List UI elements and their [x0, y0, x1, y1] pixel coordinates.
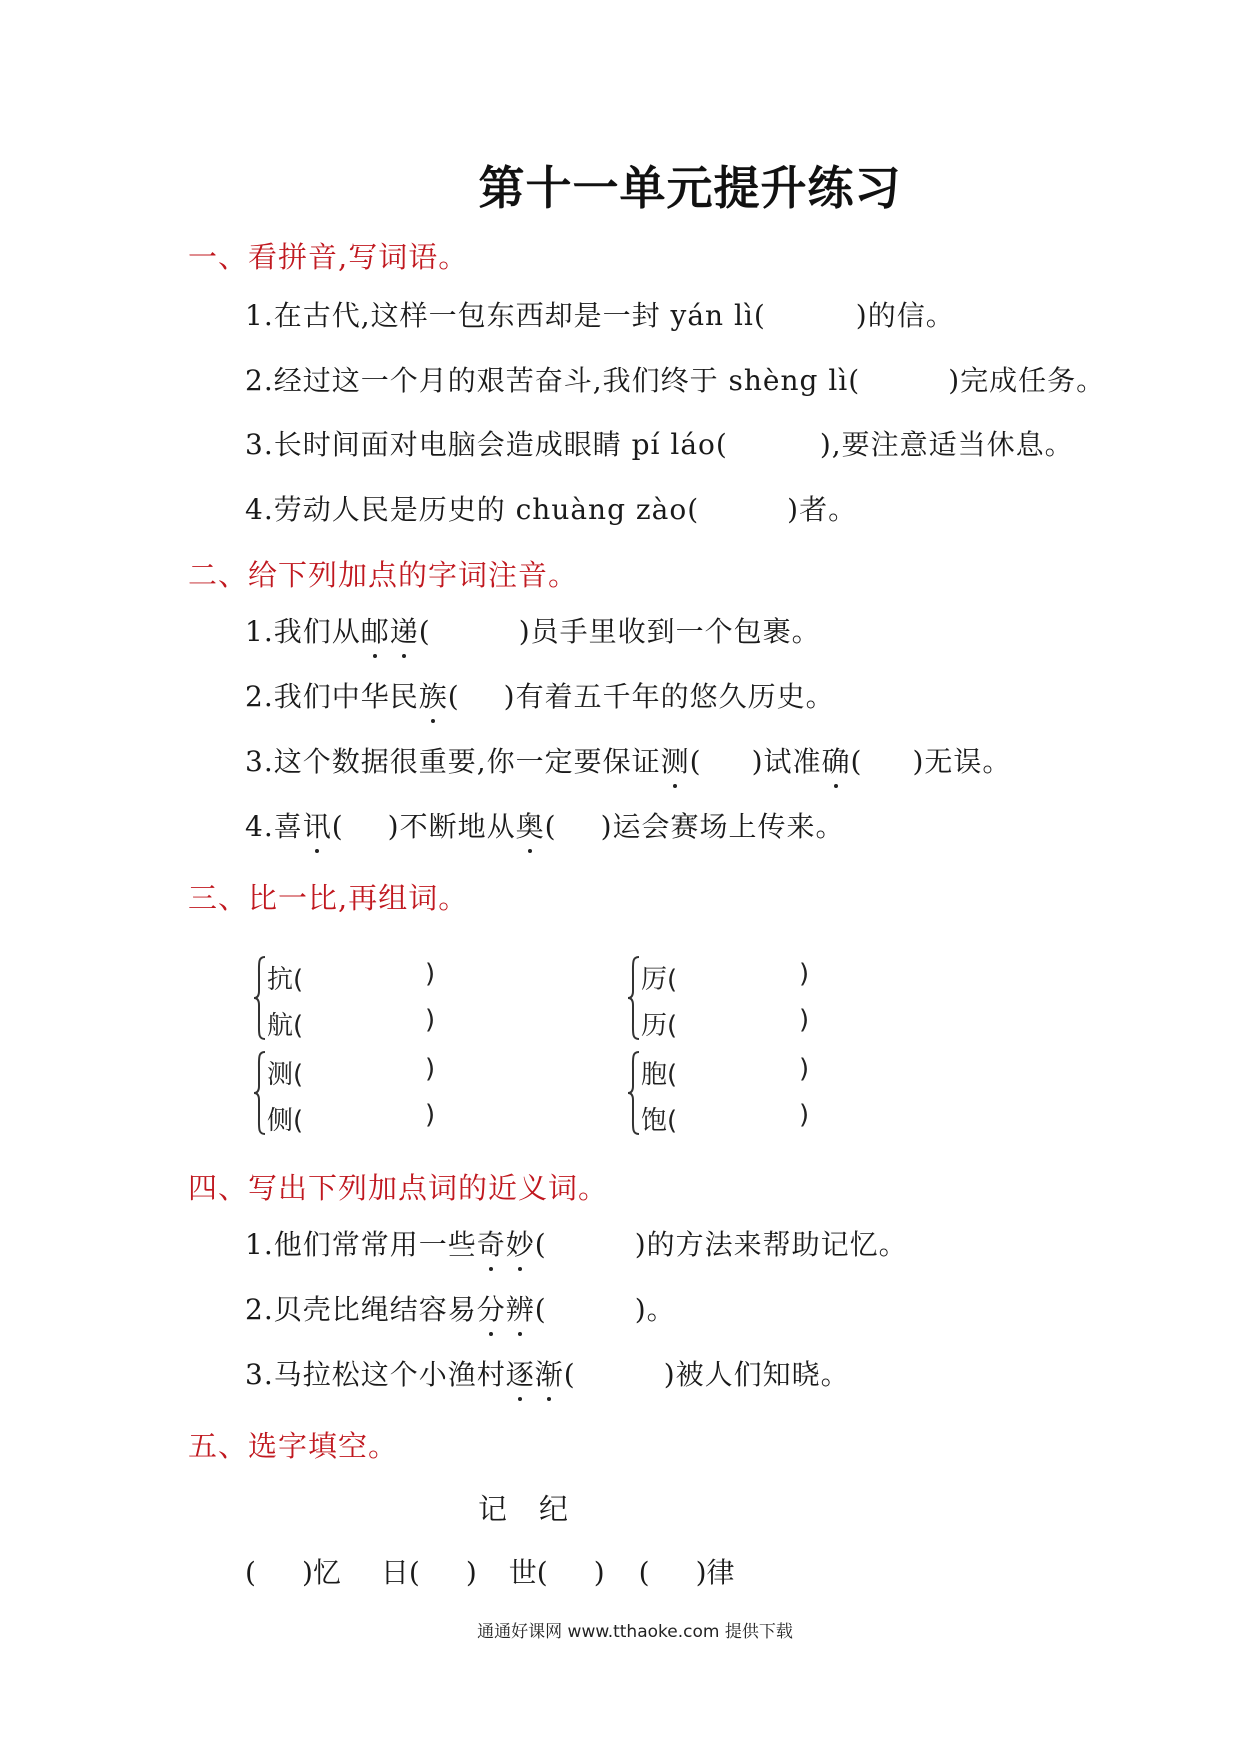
dotted-char: 奥: [516, 805, 545, 845]
compare-char: 航: [267, 1011, 294, 1041]
s4-question-2: 2.贝壳比绳结容易分辨( )。: [245, 1288, 676, 1328]
s4-question-1: 1.他们常常用一些奇妙( )的方法来帮助记忆。: [245, 1223, 908, 1263]
brace-icon: [253, 1050, 267, 1136]
compare-char: 抗: [267, 965, 294, 995]
brace-icon: [253, 955, 267, 1041]
compare-pair-3: 测( ) 侧( ): [253, 1050, 453, 1136]
s2-question-2: 2.我们中华民族( )有着五千年的悠久历史。: [245, 675, 835, 715]
dotted-char: 族: [419, 675, 448, 715]
dotted-char: 辨: [506, 1288, 535, 1328]
s1-question-4: 4.劳动人民是历史的 chuàng zào( )者。: [245, 493, 858, 526]
s2-question-3: 3.这个数据很重要,你一定要保证测( )试准确( )无误。: [245, 740, 1011, 780]
choice-char: 记: [478, 1492, 510, 1526]
s1-question-2: 2.经过这一个月的艰苦奋斗,我们终于 shèng lì( )完成任务。: [245, 364, 1106, 397]
dotted-char: 分: [477, 1288, 506, 1328]
compare-char: 测: [267, 1060, 294, 1090]
dotted-char: 确: [822, 740, 851, 780]
dotted-char: 邮: [361, 610, 390, 650]
footer-source: 通通好课网 www.tthaoke.com 提供下载: [477, 1622, 793, 1642]
fill-in-row: ( )忆 日( ) 世( ) ( )律: [245, 1556, 735, 1589]
s2-question-1: 1.我们从邮递( )员手里收到一个包裹。: [245, 610, 821, 650]
dotted-char: 逐: [506, 1353, 535, 1393]
section-5-heading: 五、选字填空。: [188, 1429, 399, 1463]
compare-char: 历: [641, 1011, 668, 1041]
brace-icon: [627, 955, 641, 1041]
dotted-char: 讯: [303, 805, 332, 845]
section-3-heading: 三、比一比,再组词。: [188, 881, 469, 915]
s4-question-3: 3.马拉松这个小渔村逐渐( )被人们知晓。: [245, 1353, 850, 1393]
dotted-char: 妙: [506, 1223, 535, 1263]
compare-pair-2: 厉( ) 历( ): [627, 955, 827, 1041]
compare-pair-4: 胞( ) 饱( ): [627, 1050, 827, 1136]
dotted-char: 渐: [535, 1353, 564, 1393]
choice-characters: [478, 1487, 600, 1528]
compare-pair-1: 抗( ) 航( ): [253, 955, 453, 1041]
choice-char: 纪: [539, 1492, 571, 1526]
dotted-char: 测: [661, 740, 690, 780]
compare-char: 饱: [641, 1106, 668, 1136]
brace-icon: [627, 1050, 641, 1136]
section-2-heading: 二、给下列加点的字词注音。: [188, 558, 579, 592]
compare-char: 胞: [641, 1060, 668, 1090]
page-title: 第十一单元提升练习: [478, 161, 902, 215]
s1-question-1: 1.在古代,这样一包东西却是一封 yán lì( )的信。: [245, 299, 955, 332]
section-4-heading: 四、写出下列加点词的近义词。: [188, 1171, 609, 1205]
s1-question-3: 3.长时间面对电脑会造成眼睛 pí láo( ),要注意适当休息。: [245, 428, 1074, 461]
compare-char: 厉: [641, 965, 668, 995]
dotted-char: 递: [390, 610, 419, 650]
dotted-char: 奇: [477, 1223, 506, 1263]
compare-char: 侧: [267, 1106, 294, 1136]
section-1-heading: 一、看拼音,写词语。: [188, 240, 469, 274]
s2-question-4: 4.喜讯( )不断地从奥( )运会赛场上传来。: [245, 805, 845, 845]
